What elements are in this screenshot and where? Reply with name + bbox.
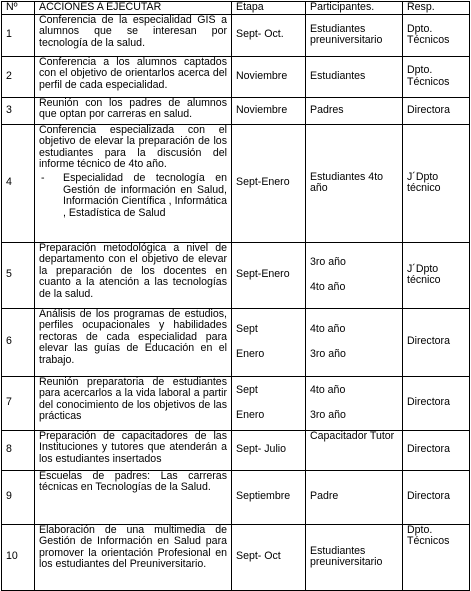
table-row bbox=[2, 376, 470, 430]
header-participantes: Participantes. bbox=[306, 2, 403, 15]
header-num: Nº bbox=[2, 2, 35, 15]
table-row bbox=[2, 242, 470, 308]
table-row bbox=[2, 430, 470, 470]
actions-table bbox=[1, 1, 470, 591]
table-row bbox=[2, 56, 470, 97]
row-resp: Directora bbox=[403, 308, 470, 376]
row-accion: Escuelas de padres: Las carreras técnicas en Tecnologías de la Salud. bbox=[35, 470, 232, 524]
row-etapa: Sept-Enero bbox=[232, 242, 306, 308]
row-num: 7 bbox=[2, 376, 35, 430]
row-participantes-cell bbox=[306, 242, 403, 308]
table-row bbox=[2, 470, 470, 524]
row-etapa: Noviembre bbox=[232, 56, 306, 97]
row-participantes-cell bbox=[306, 308, 403, 376]
row-etapa-second: Enero bbox=[236, 408, 265, 421]
row-resp: J´Dpto técnico bbox=[403, 242, 470, 308]
row-resp: Directora bbox=[403, 376, 470, 430]
row-accion: Reunión con los padres de alumnos que optan por carreras en salud. bbox=[35, 97, 232, 124]
row-participantes: Estudiantes bbox=[306, 56, 403, 97]
row-resp: Directora bbox=[403, 470, 470, 524]
row-accion: Preparación de capacitadores de las Instituciones y tutores que atenderán a los estudiantes insertados bbox=[35, 430, 232, 470]
row-accion: Reunión preparatoria de estudiantes para acercarlos a la vida laboral a partir del conocimiento de los objetivos de las prácticas bbox=[35, 376, 232, 430]
row-etapa-cell bbox=[232, 308, 306, 376]
row-participantes: Estudiantes preuniversitario bbox=[306, 14, 403, 56]
row-etapa: Sept- Julio bbox=[232, 430, 306, 470]
row-etapa: Septiembre bbox=[232, 470, 306, 524]
row-etapa: Sept-Enero bbox=[232, 124, 306, 242]
row-resp: J´Dpto técnico bbox=[403, 124, 470, 242]
row-resp: Dpto. Técnicos bbox=[403, 56, 470, 97]
header-etapa: Etapa bbox=[232, 2, 306, 15]
row-accion: Preparación metodológica a nivel de departamento con el objetivo de elevar la preparación de los docentes en cuanto a la atención a las tecnologías de la salud. bbox=[35, 242, 232, 308]
row-participantes-first: 4to año bbox=[310, 384, 346, 396]
row-num: 6 bbox=[2, 308, 35, 376]
bullet-marker: - bbox=[41, 171, 45, 184]
row-participantes: Padre bbox=[306, 470, 403, 524]
header-resp: Resp. bbox=[403, 2, 470, 15]
row-etapa-second: Enero bbox=[236, 347, 265, 360]
row-resp: Dpto. Técnicos bbox=[403, 524, 470, 590]
row-accion: Elaboración de una multimedia de Gestión de Información en Salud para promover la orientación Profesional en los estudiantes del Preuniversitario. bbox=[35, 524, 232, 590]
row-participantes-second: 4to año bbox=[310, 280, 346, 293]
bullet-text: Especialidad de tecnología en Gestión de información en Salud, Información Científica , Informática , Estadística de Salud bbox=[63, 171, 227, 219]
row-accion: Conferencia especializada con el objetivo de elevar la preparación de los estudiantes para la discusión del informe técnico de 4to año. bbox=[39, 123, 227, 171]
row-num: 2 bbox=[2, 56, 35, 97]
header-row bbox=[2, 2, 470, 15]
row-accion-cell bbox=[35, 124, 232, 242]
row-num: 4 bbox=[2, 124, 35, 242]
row-participantes: Capacitador Tutor bbox=[306, 430, 403, 470]
row-participantes: Estudiantes 4to año bbox=[306, 124, 403, 242]
row-etapa: Sept- Oct bbox=[232, 524, 306, 590]
row-etapa: Sept- Oct. bbox=[232, 14, 306, 56]
row-participantes: Estudiantes preuniversitario bbox=[306, 524, 403, 590]
row-num: 3 bbox=[2, 97, 35, 124]
row-etapa-first: Sept bbox=[236, 323, 258, 335]
table-row bbox=[2, 124, 470, 242]
row-num: 10 bbox=[2, 524, 35, 590]
spacer bbox=[310, 397, 398, 410]
table-row bbox=[2, 524, 470, 590]
row-participantes-first: 4to año bbox=[310, 323, 346, 335]
row-num: 8 bbox=[2, 430, 35, 470]
table-row bbox=[2, 14, 470, 56]
row-participantes-second: 3ro año bbox=[310, 408, 346, 421]
row-resp: Dpto. Técnicos bbox=[403, 14, 470, 56]
row-num: 9 bbox=[2, 470, 35, 524]
row-accion: Conferencia a los alumnos captados con el objetivo de orientarlos acerca del perfil de cada especialidad. bbox=[35, 56, 232, 97]
table-row bbox=[2, 97, 470, 124]
row-num: 5 bbox=[2, 242, 35, 308]
row-etapa: Noviembre bbox=[232, 97, 306, 124]
spacer bbox=[236, 397, 301, 410]
header-acciones: ACCIONES A EJECUTAR bbox=[35, 2, 232, 15]
bullet-item bbox=[41, 173, 227, 219]
row-accion: Análisis de los programas de estudios, perfiles ocupacionales y habilidades rectoras de cada especialidad para elevar las guías de Educación en el trabajo. bbox=[35, 308, 232, 376]
row-participantes-first: 3ro año bbox=[310, 256, 346, 268]
table-row bbox=[2, 308, 470, 376]
row-participantes: Padres bbox=[306, 97, 403, 124]
row-participantes-second: 3ro año bbox=[310, 347, 346, 360]
row-resp: Directora bbox=[403, 97, 470, 124]
row-participantes-cell bbox=[306, 376, 403, 430]
row-num: 1 bbox=[2, 14, 35, 56]
row-accion: Conferencia de la especialidad GIS a alumnos que se interesan por tecnología de la salud. bbox=[35, 14, 232, 56]
row-resp: Directora bbox=[403, 430, 470, 470]
row-etapa-first: Sept bbox=[236, 384, 258, 396]
spacer bbox=[236, 336, 301, 349]
row-etapa-cell bbox=[232, 376, 306, 430]
spacer bbox=[310, 269, 398, 282]
spacer bbox=[310, 336, 398, 349]
